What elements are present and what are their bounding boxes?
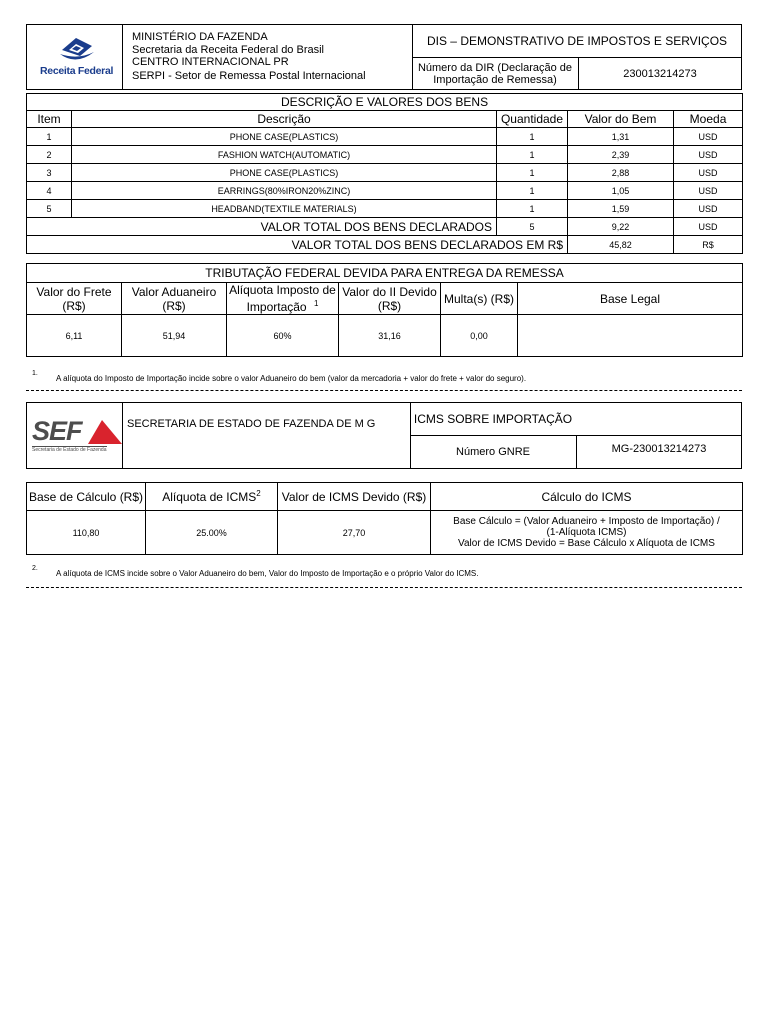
col-header-aliquota — [227, 283, 339, 315]
total-brl-value: 45,82 — [568, 236, 674, 254]
row-quantity: 1 — [497, 146, 568, 164]
total-label: VALOR TOTAL DOS BENS DECLARADOS — [27, 218, 497, 236]
table-row — [27, 164, 743, 182]
col-header-currency: Moeda — [674, 111, 743, 128]
row-description: PHONE CASE(PLASTICS) — [72, 164, 497, 182]
row-quantity: 1 — [497, 164, 568, 182]
sef-triangle-icon — [88, 420, 124, 446]
cut-line — [26, 390, 742, 391]
footnote-2-text: A alíquota de ICMS incide sobre o Valor Aduaneiro do bem, Valor do Imposto de Importação e o próprio Valor do ICMS. — [56, 569, 479, 578]
table-row — [27, 182, 743, 200]
row-description: PHONE CASE(PLASTICS) — [72, 128, 497, 146]
aliquota-value: 60% — [227, 315, 339, 357]
row-quantity: 1 — [497, 200, 568, 218]
sef-logo — [30, 418, 122, 454]
col-header-multa: Multa(s) (R$) — [441, 283, 518, 315]
formula-line1: Base Cálculo = (Valor Aduaneiro + Imposto de Importação) / — [453, 516, 720, 527]
col-header-icms-devido: Valor de ICMS Devido (R$) — [278, 483, 431, 511]
col-header-icms-aliquota — [146, 483, 278, 511]
row-description: FASHION WATCH(AUTOMATIC) — [72, 146, 497, 164]
ii-value: 31,16 — [339, 315, 441, 357]
receita-emblem-icon — [36, 36, 116, 66]
row-value: 1,59 — [568, 200, 674, 218]
col-header-value: Valor do Bem — [568, 111, 674, 128]
dir-label-line2: Importação de Remessa) — [433, 73, 557, 86]
frete-header-line1: Valor do Frete — [36, 284, 112, 299]
formula-line2: (1-Alíquota ICMS) — [546, 527, 627, 538]
gnre-label: Número GNRE — [456, 446, 530, 458]
aliquota-header-line2: Importação — [246, 300, 307, 314]
total-quantity: 5 — [497, 218, 568, 236]
aduaneiro-header-line1: Valor Aduaneiro — [131, 284, 217, 299]
row-item: 5 — [27, 200, 72, 218]
aliquota-header-line1: Alíquota Imposto de — [229, 283, 336, 297]
icms-aliquota-footnote-ref: 2 — [256, 489, 261, 498]
row-value: 2,88 — [568, 164, 674, 182]
formula-line3: Valor de ICMS Devido = Base Cálculo x Alíquota de ICMS — [458, 538, 715, 549]
footnote-2-number: 2. — [32, 565, 38, 572]
col-header-frete — [27, 283, 122, 315]
table-row — [27, 128, 743, 146]
col-header-calculo: Cálculo do ICMS — [431, 483, 743, 511]
row-item: 4 — [27, 182, 72, 200]
ii-header-line1: Valor do II Devido — [342, 284, 437, 299]
base-legal-value — [518, 315, 743, 357]
goods-table — [26, 93, 743, 254]
total-value: 9,22 — [568, 218, 674, 236]
sef-logo-subtitle: Secretaria de Estado de Fazenda — [32, 447, 107, 453]
row-currency: USD — [674, 200, 743, 218]
total-brl-currency: R$ — [674, 236, 743, 254]
total-brl-label: VALOR TOTAL DOS BENS DECLARADOS EM R$ — [27, 236, 568, 254]
total-currency: USD — [674, 218, 743, 236]
row-quantity: 1 — [497, 182, 568, 200]
row-value: 1,05 — [568, 182, 674, 200]
row-currency: USD — [674, 182, 743, 200]
row-currency: USD — [674, 146, 743, 164]
ministry-text: MINISTÉRIO DA FAZENDA — [132, 31, 268, 43]
row-value: 1,31 — [568, 128, 674, 146]
row-currency: USD — [674, 164, 743, 182]
col-header-item: Item — [27, 111, 72, 128]
secretariat-text: Secretaria da Receita Federal do Brasil — [132, 44, 324, 56]
row-item: 3 — [27, 164, 72, 182]
icms-aliquota-header: Alíquota de ICMS — [162, 490, 257, 504]
row-item: 2 — [27, 146, 72, 164]
col-header-description: Descrição — [72, 111, 497, 128]
row-description: HEADBAND(TEXTILE MATERIALS) — [72, 200, 497, 218]
receita-logo-text: Receita Federal — [40, 65, 114, 77]
aduaneiro-header-line2: (R$) — [162, 298, 186, 313]
sef-logo-text: SEF — [32, 416, 82, 446]
row-quantity: 1 — [497, 128, 568, 146]
row-item: 1 — [27, 128, 72, 146]
row-description: EARRINGS(80%IRON20%ZINC) — [72, 182, 497, 200]
table-row — [27, 146, 743, 164]
icms-aliquota-value: 25.00% — [146, 511, 278, 555]
aduaneiro-value: 51,94 — [122, 315, 227, 357]
dir-number: 230013214273 — [623, 67, 697, 80]
doc-title: DIS – DEMONSTRATIVO DE IMPOSTOS E SERVIÇOS — [426, 33, 728, 48]
icms-table — [26, 482, 743, 555]
icms-devido-value: 27,70 — [278, 511, 431, 555]
frete-value: 6,11 — [27, 315, 122, 357]
multa-value: 0,00 — [441, 315, 518, 357]
col-header-ii — [339, 283, 441, 315]
row-value: 2,39 — [568, 146, 674, 164]
gnre-number: MG-230013214273 — [611, 443, 707, 455]
center-text: CENTRO INTERNACIONAL PR — [132, 56, 289, 68]
receita-federal-logo — [36, 36, 116, 80]
dir-label-line1: Número da DIR (Declaração de — [417, 61, 573, 74]
icms-title: ICMS SOBRE IMPORTAÇÃO — [413, 411, 573, 426]
icms-calculo-formula — [431, 511, 743, 555]
sef-secretariat-text: SECRETARIA DE ESTADO DE FAZENDA DE M G — [127, 418, 376, 430]
goods-title: DESCRIÇÃO E VALORES DOS BENS — [27, 94, 743, 111]
federal-tax-table — [26, 263, 743, 357]
icms-base-value: 110,80 — [27, 511, 146, 555]
col-header-base-legal: Base Legal — [518, 283, 743, 315]
col-header-base: Base de Cálculo (R$) — [27, 483, 146, 511]
row-currency: USD — [674, 128, 743, 146]
dir-label — [412, 57, 578, 90]
cut-line — [26, 587, 742, 588]
ii-header-line2: (R$) — [377, 298, 402, 313]
aliquota-footnote-ref: 1 — [313, 299, 319, 308]
sector-text: SERPI - Setor de Remessa Postal Internacional — [132, 70, 366, 82]
col-header-aduaneiro — [122, 283, 227, 315]
frete-header-line2: (R$) — [62, 298, 86, 313]
footnote-1-number: 1. — [32, 370, 38, 377]
table-row — [27, 200, 743, 218]
federal-title: TRIBUTAÇÃO FEDERAL DEVIDA PARA ENTREGA DA REMESSA — [27, 264, 743, 283]
col-header-quantity: Quantidade — [497, 111, 568, 128]
footnote-1-text: A alíquota do Imposto de Importação incide sobre o valor Aduaneiro do bem (valor da mercadoria + valor do frete + valor do seguro). — [56, 374, 527, 383]
